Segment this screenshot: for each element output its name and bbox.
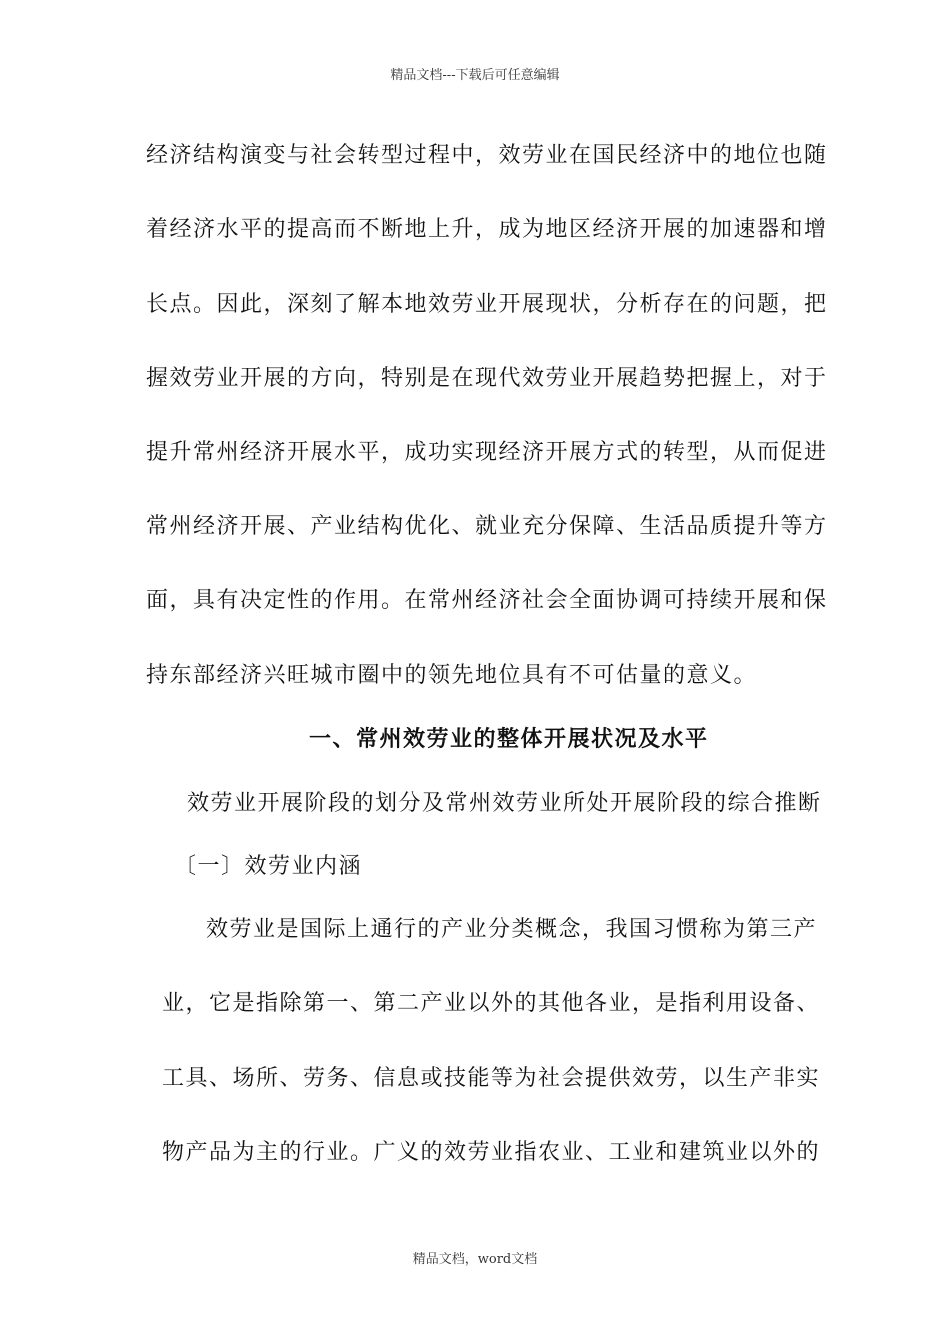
- paragraph-line: 经济结构演变与社会转型过程中，效劳业在国民经济中的地位也随: [146, 143, 828, 168]
- paragraph-line: 常州经济开展、产业结构优化、就业充分保障、生活品质提升等方: [146, 514, 828, 539]
- paragraph-line: 物产品为主的行业。广义的效劳业指农业、工业和建筑业以外的: [162, 1140, 821, 1165]
- paragraph-line: 提升常州经济开展水平，成功实现经济开展方式的转型，从而促进: [146, 440, 828, 465]
- page-header: 精品文档---下载后可任意编辑: [390, 68, 560, 83]
- paragraph-line: 工具、场所、劳务、信息或技能等为社会提供效劳，以生产非实: [162, 1066, 821, 1091]
- paragraph-line: 效劳业是国际上通行的产业分类概念，我国习惯称为第三产: [206, 917, 818, 942]
- subtitle-line: 效劳业开展阶段的划分及常州效劳业所处开展阶段的综合推断: [187, 791, 822, 816]
- paragraph-line: 业，它是指除第一、第二产业以外的其他各业，是指利用设备、: [162, 991, 821, 1016]
- paragraph-line: 持东部经济兴旺城市圈中的领先地位具有不可估量的意义。: [146, 663, 758, 688]
- subsection-heading: 〔一〕效劳业内涵: [174, 854, 363, 879]
- paragraph-line: 着经济水平的提高而不断地上升，成为地区经济开展的加速器和增: [146, 217, 828, 242]
- section-heading: 一、常州效劳业的整体开展状况及水平: [309, 726, 709, 752]
- paragraph-line: 握效劳业开展的方向，特别是在现代效劳业开展趋势把握上，对于: [146, 366, 828, 391]
- paragraph-line: 长点。因此，深刻了解本地效劳业开展现状，分析存在的问题，把: [146, 292, 828, 317]
- paragraph-line: 面，具有决定性的作用。在常州经济社会全面协调可持续开展和保: [146, 588, 828, 613]
- page-footer: 精品文档，word文档: [412, 1252, 538, 1267]
